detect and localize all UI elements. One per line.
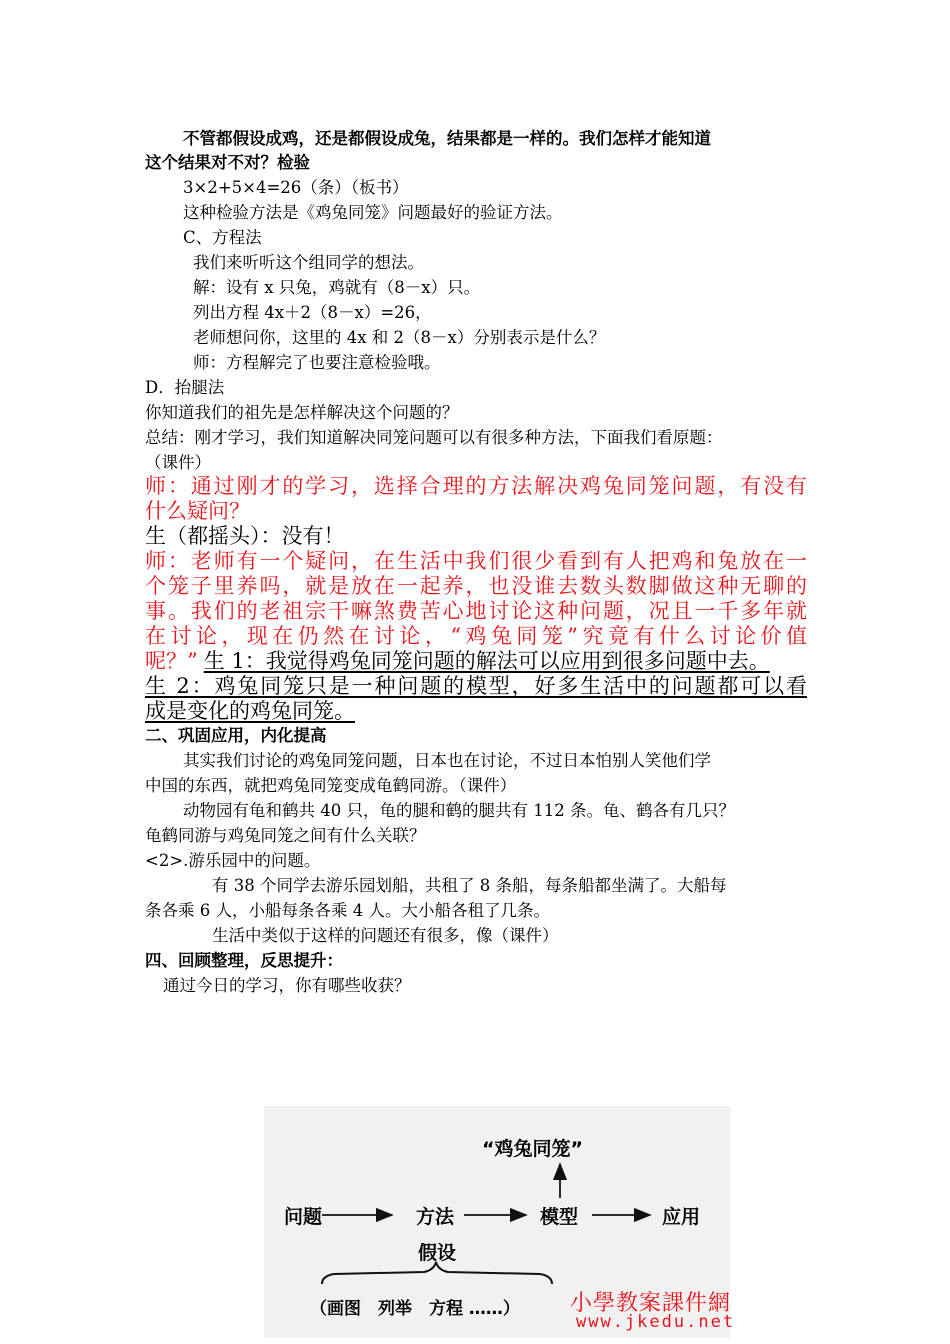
text-line: 个笼子里养吗，就是放在一起养，也没谁去数头数脚做这种无聊的 [145,574,807,598]
text-line: 3×2+5×4=26（条）（板书） [183,178,409,197]
text-line: 列出方程 4x＋2（8－x）=26， [193,303,432,322]
watermark-title: 小學教案課件網 [570,1291,732,1316]
text-line: 生（都摇头）：没有！ [145,524,345,548]
diagram-node-method: 方法 [416,1206,455,1228]
section-heading: 四、回顾整理，反思提升： [145,951,343,970]
diagram-node-model: 模型 [540,1206,579,1228]
text-line: 生 2：鸡兔同笼只是一种问题的模型，好多生活中的问题都可以看 [145,674,807,698]
text-line: 这种检验方法是《鸡兔同笼》问题最好的验证方法。 [183,203,563,222]
diagram-assumption-label: 假设 [418,1242,457,1264]
text-line: 生活中类似于这样的问题还有很多，像（课件） [212,926,559,945]
text-line: 不管都假设成鸡，还是都假设成兔，结果都是一样的。我们怎样才能知道 [183,129,711,148]
text-segment: 呢？” [145,649,198,673]
text-line: 在讨论，现在仍然在讨论，“鸡兔同笼”究竟有什么讨论价值 [145,624,807,648]
text-line: 通过今日的学习，你有哪些收获？ [163,976,411,995]
text-line: C、方程法 [183,228,262,247]
diagram-node-application: 应用 [662,1206,701,1228]
text-line: 龟鹤同游与鸡兔同笼之间有什么关联？ [145,826,426,845]
text-line: 师：方程解完了也要注意检验哦。 [193,353,441,372]
text-line-combined [145,649,770,674]
text-line: 条各乘 6 人，小船每条各乘 4 人。大小船各租了几条。 [145,901,550,920]
text-line: 我们来听听这个组同学的想法。 [193,253,424,272]
text-line: <2>.游乐园中的问题。 [145,851,321,870]
diagram-node-problem: 问题 [284,1206,323,1228]
text-line: 师：通过刚才的学习，选择合理的方法解决鸡兔同笼问题，有没有 [145,474,807,498]
text-line: 什么疑问？ [145,499,250,523]
text-line: 事。我们的老祖宗干嘛煞费苦心地讨论这种问题，况且一千多年就 [145,599,807,623]
brace-icon [322,1262,552,1284]
text-line: D．抬腿法 [145,378,225,397]
text-line: 中国的东西，就把鸡兔同笼变成龟鹤同游。（课件） [145,776,517,795]
text-line: （课件） [145,453,211,472]
text-line: 这个结果对不对？检验 [145,153,310,172]
diagram-methods-list: （画图 列举 方程 ……） [310,1299,520,1319]
text-line: 动物园有龟和鹤共 40 只，龟的腿和鹤的腿共有 112 条。龟、鹤各有几只？ [183,801,735,820]
text-line: 老师想问你，这里的 4x 和 2（8－x）分别表示是什么？ [193,328,606,347]
section-heading: 二、巩固应用，内化提高 [145,726,327,745]
text-line: 有 38 个同学去游乐园划船，共租了 8 条船，每条船都坐满了。大船每 [212,876,727,895]
text-line: 解：设有 x 只兔，鸡就有（8－x）只。 [193,278,481,297]
text-line: 成是变化的鸡兔同笼。 [145,699,355,723]
watermark-url: www.jkedu.net [576,1312,736,1332]
text-line: 其实我们讨论的鸡兔同笼问题，日本也在讨论，不过日本怕别人笑他们学 [183,751,711,770]
text-line: 你知道我们的祖先是怎样解决这个问题的？ [145,403,459,422]
text-line: 总结：刚才学习，我们知道解决同笼问题可以有很多种方法，下面我们看原题： [145,428,723,447]
text-line: 师：老师有一个疑问，在生活中我们很少看到有人把鸡和兔放在一 [145,549,807,573]
text-segment: 生 1：我觉得鸡兔同笼问题的解法可以应用到很多问题中去。 [203,649,770,673]
diagram-top-label: “鸡兔同笼” [482,1138,583,1160]
